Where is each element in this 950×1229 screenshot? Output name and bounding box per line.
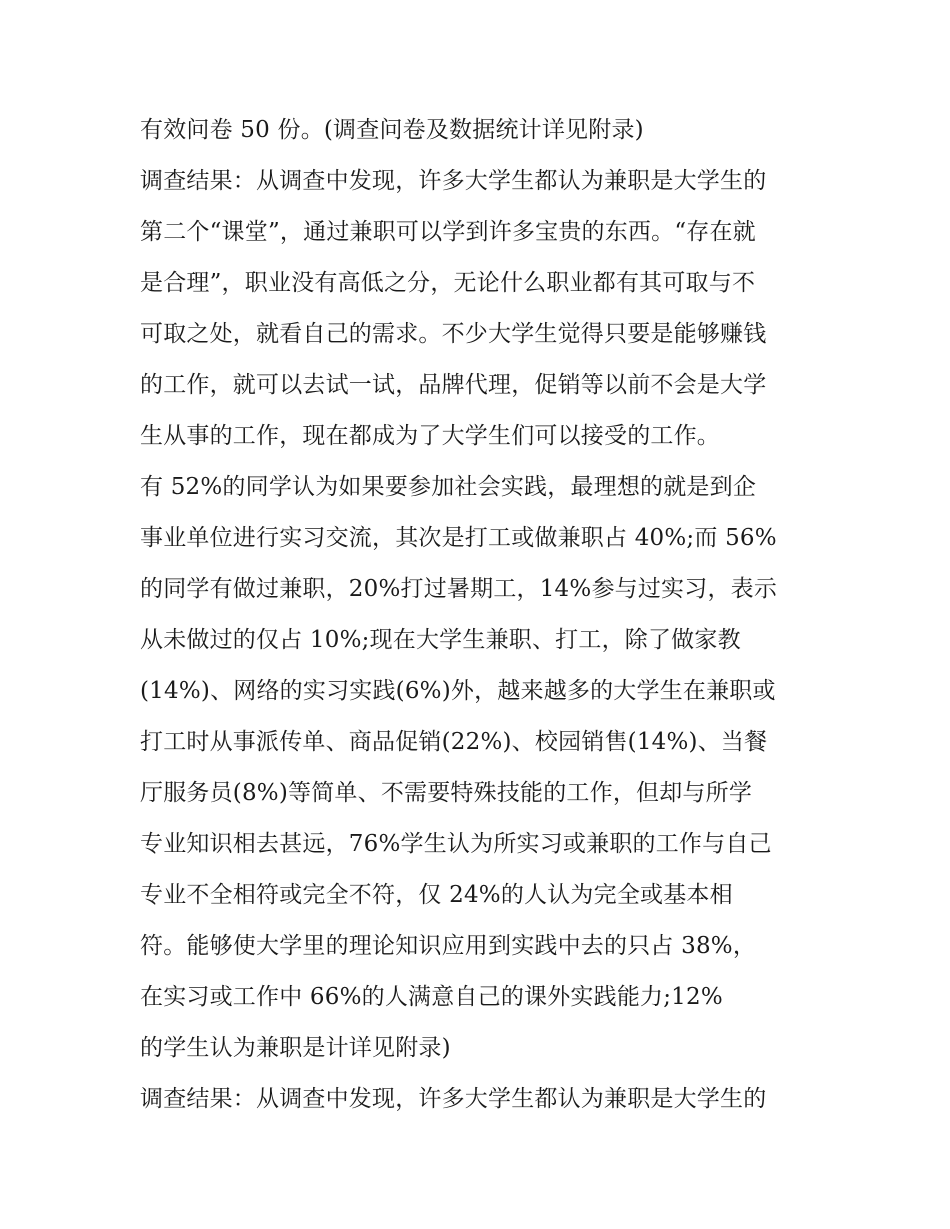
text-line: 有效问卷 50 份。(调查问卷及数据统计详见附录) [140,117,644,143]
text-line: 生从事的工作，现在都成为了大学生们可以接受的工作。 [140,423,720,449]
text-line: 符。能够使大学里的理论知识应用到实践中去的只占 38%， [140,933,757,959]
text-line: 厅服务员(8%)等简单、不需要特殊技能的工作，但却与所学 [140,780,753,806]
text-line: 调查结果：从调查中发现，许多大学生都认为兼职是大学生的 [140,168,767,194]
text-line: 打工时从事派传单、商品促销(22%)、校园销售(14%)、当餐 [140,729,768,755]
text-line: 事业单位进行实习交流，其次是打工或做兼职占 40%;而 56% [140,525,777,551]
text-line: 调查结果：从调查中发现，许多大学生都认为兼职是大学生的 [140,1086,767,1112]
text-line: 专业知识相去甚远，76%学生认为所实习或兼职的工作与自己 [140,831,772,857]
text-line: 可取之处，就看自己的需求。不少大学生觉得只要是能够赚钱 [140,321,767,347]
text-line: 专业不全相符或完全不符，仅 24%的人认为完全或基本相 [140,882,733,908]
text-line: 是合理”，职业没有高低之分，无论什么职业都有其可取与不 [140,270,756,296]
body-text [140,108,830,1128]
text-line: 有 52%的同学认为如果要参加社会实践，最理想的就是到企 [140,474,757,500]
text-line: 从未做过的仅占 10%;现在大学生兼职、打工，除了做家教 [140,627,741,653]
text-line: 在实习或工作中 66%的人满意自己的课外实践能力;12% [140,984,723,1010]
text-line: 的同学有做过兼职，20%打过暑期工，14%参与过实习，表示 [140,576,778,602]
text-line: 的学生认为兼职是计详见附录) [140,1035,451,1061]
text-line: (14%)、网络的实习实践(6%)外，越来越多的大学生在兼职或 [140,678,776,704]
text-line: 的工作，就可以去试一试，品牌代理，促销等以前不会是大学 [140,372,767,398]
text-line: 第二个“课堂”，通过兼职可以学到许多宝贵的东西。“存在就 [140,219,756,245]
